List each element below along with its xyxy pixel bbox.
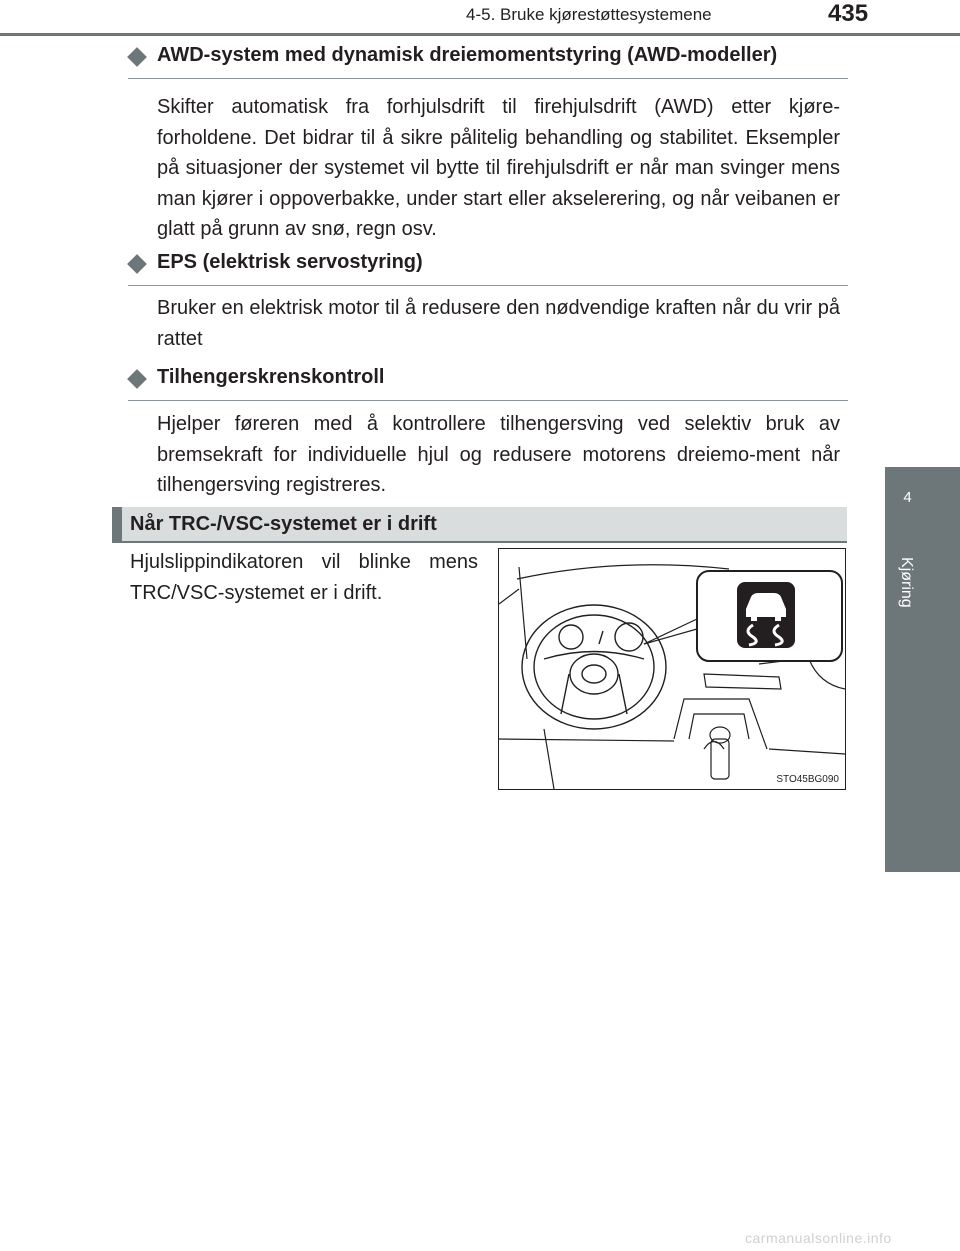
chapter-number: 4 [903, 489, 912, 506]
diamond-bullet-icon [127, 369, 147, 389]
diamond-bullet-icon [127, 47, 147, 67]
section-body-eps: Bruker en elektrisk motor til å redusere den nødvendige kraften når du vrir på rattet [157, 297, 840, 350]
section-heading-text: EPS (elektrisk servostyring) [157, 251, 423, 273]
section-body-trailer: Hjelper føreren med å kontrollere tilhengersving ved selektiv bruk av bremsekraft for individuelle hjul og redusere motorens dreiemo-ment når tilhengersving registreres. [157, 413, 840, 496]
dashboard-illustration [499, 549, 845, 789]
chapter-tab [885, 467, 960, 872]
section-heading-text: Tilhengerskrenskontroll [157, 366, 385, 388]
page-number: 435 [828, 0, 869, 27]
header-rule [0, 33, 960, 36]
section-title: 4-5. Bruke kjørestøttesystemene [466, 5, 712, 24]
subsection-bar [112, 507, 847, 543]
section-body-awd: Skifter automatisk fra forhjulsdrift til firehjulsdrift (AWD) etter kjøre-forholdene. Det bidrar til å sikre pålitelig behandling og stabilitet. Eksempler på situasjoner der systemet vil bytte til firehjulsdrift er når man svinger mens man kjører i oppoverbakke, under start eller akselerering, og når veibanen er glatt på grunn av snø, regn osv. [157, 96, 840, 240]
slip-indicator-icon [737, 582, 795, 648]
section-heading-awd [128, 44, 848, 79]
figure-code: STO45BG090 [776, 774, 839, 785]
section-heading-eps [128, 251, 848, 286]
section-heading-text: AWD-system med dynamisk dreiemomentstyring (AWD-modeller) [157, 44, 778, 66]
trc-body: Hjulslippindikatoren vil blinke mens TRC/VSC-systemet er i drift. [130, 551, 478, 604]
steering-wheel-icon [522, 605, 666, 729]
chapter-label: Kjøring [898, 557, 915, 608]
diamond-bullet-icon [127, 254, 147, 274]
subsection-title: Når TRC-/VSC-systemet er i drift [130, 513, 437, 535]
watermark: carmanualsonline.info [745, 1230, 892, 1246]
bar-accent [112, 507, 122, 541]
section-heading-trailer [128, 366, 848, 401]
dashboard-figure [498, 548, 846, 790]
page-header [0, 0, 960, 40]
